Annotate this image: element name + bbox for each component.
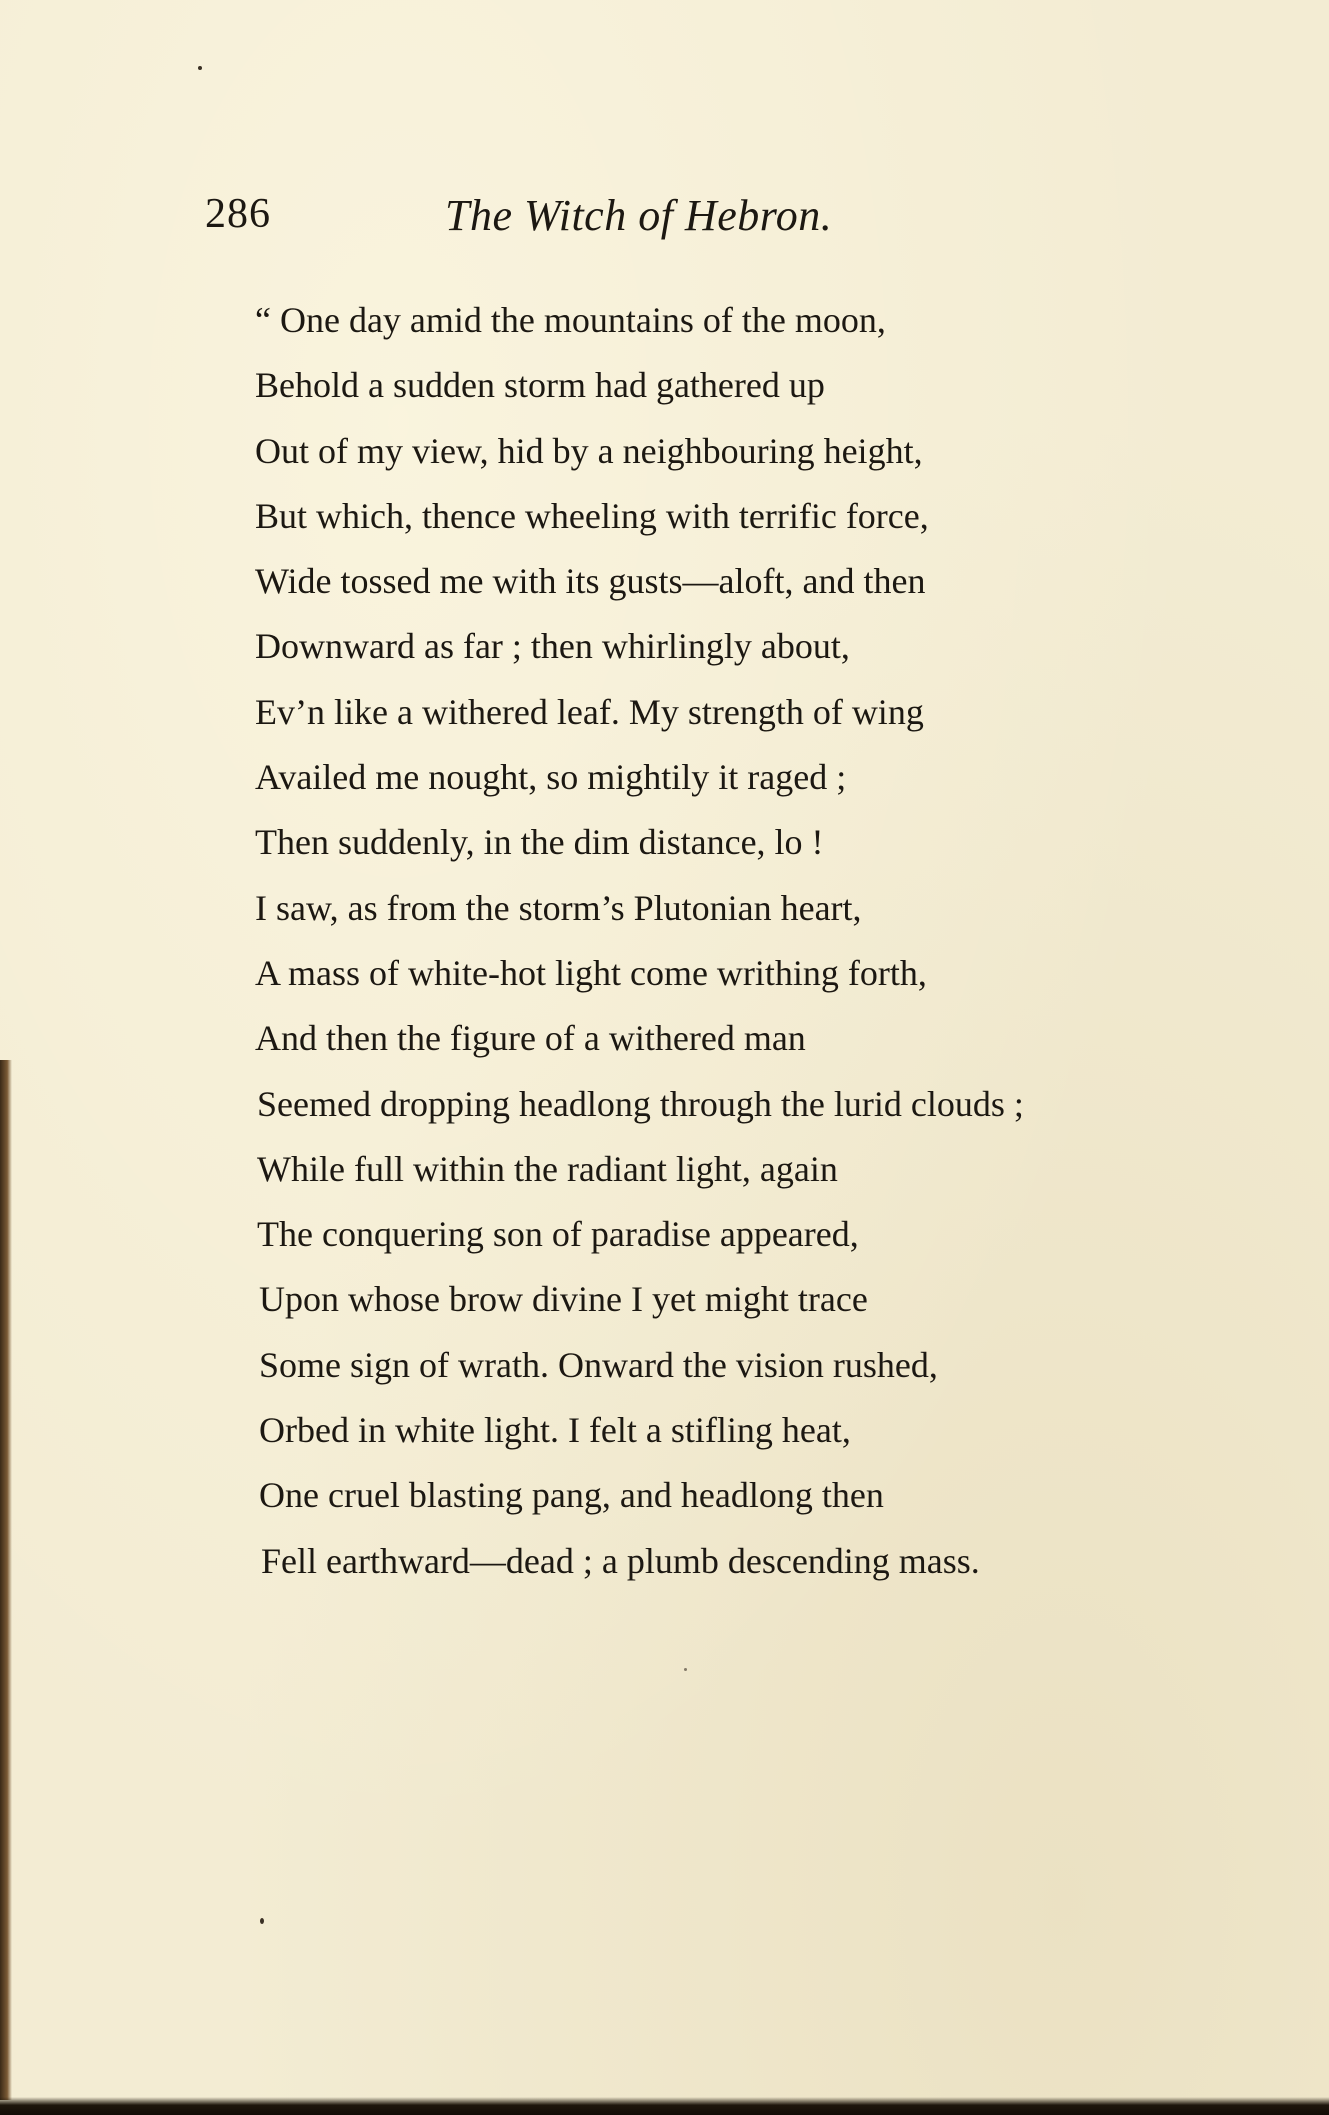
verse-line: But which, thence wheeling with terrific force,: [255, 495, 929, 536]
paper-speck: [198, 66, 202, 70]
verse-line: Wide tossed me with its gusts—aloft, and then: [255, 561, 926, 602]
verse-line: Ev’n like a withered leaf. My strength of wing: [255, 691, 924, 732]
verse-line: I saw, as from the storm’s Plutonian heart,: [255, 887, 862, 928]
verse-line: And then the figure of a withered man: [255, 1018, 806, 1059]
binding-edge: [0, 1060, 12, 2100]
verse-line: Fell earthward—dead ; a plumb descending mass.: [261, 1540, 980, 1581]
paper-speck: [684, 1668, 687, 1671]
verse-line: Out of my view, hid by a neighbouring height,: [255, 430, 923, 471]
page-number: 286: [205, 191, 271, 237]
verse-line: Some sign of wrath. Onward the vision rushed,: [259, 1344, 938, 1385]
paper-speck: [260, 1918, 264, 1924]
verse-line: Upon whose brow divine I yet might trace: [259, 1279, 868, 1320]
verse-line: A mass of white-hot light come writhing forth,: [255, 952, 927, 993]
verse-line: Availed me nought, so mightily it raged ;: [255, 757, 847, 798]
page-bottom-edge: [0, 2097, 1329, 2115]
verse-line: Downward as far ; then whirlingly about,: [255, 626, 850, 667]
verse-line: The conquering son of paradise appeared,: [257, 1214, 859, 1255]
verse-line: Orbed in white light. I felt a stifling heat,: [259, 1410, 851, 1451]
poem-body: [255, 290, 1255, 1596]
verse-line: Seemed dropping headlong through the lurid clouds ;: [257, 1083, 1024, 1124]
running-title: The Witch of Hebron.: [445, 191, 833, 240]
page-header: [205, 190, 1105, 250]
verse-line: “ One day amid the mountains of the moon,: [255, 300, 886, 340]
verse-line: Behold a sudden storm had gathered up: [255, 365, 825, 406]
verse-line: While full within the radiant light, again: [257, 1148, 838, 1189]
verse-line: Then suddenly, in the dim distance, lo !: [255, 822, 824, 863]
verse-line: One cruel blasting pang, and headlong then: [259, 1475, 884, 1516]
